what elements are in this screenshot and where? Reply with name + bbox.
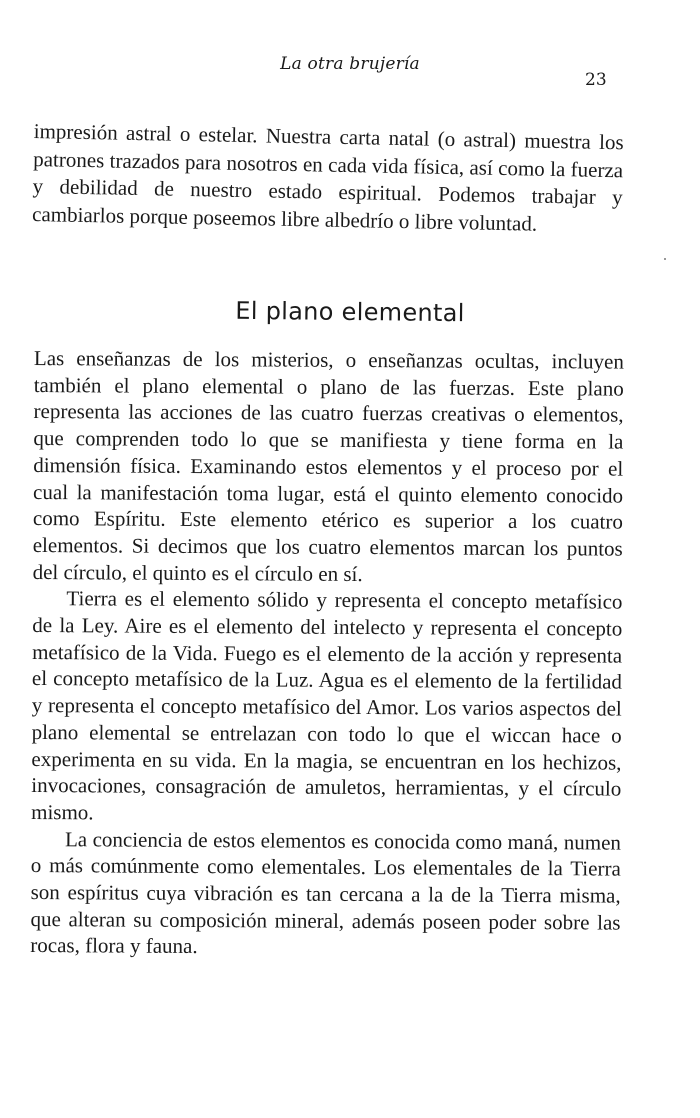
section-heading: El plano elemental [235, 296, 465, 328]
scan-speck [664, 258, 666, 260]
paragraph-1: Las enseñanzas de los misterios, o enseñanzas ocultas, incluyen también el plano elemental o plano de las fuerzas. Este plano representa las acciones de las cuatro fuerzas creativas o elementos, que comprenden todo lo que se manifiesta y tiene forma en la dimensión física. Examinando estos elementos y el proceso por el cual la manifestación toma lugar, está el quinto elemento conocido como Espíritu. Este elemento etérico es superior a los cuatro elementos. Si decimos que los cuatro elementos marcan los puntos del círculo, el quinto es el círculo en sí. [32, 345, 624, 586]
running-head: La otra brujería [280, 54, 420, 74]
section-body [30, 345, 624, 963]
paragraph-2: Tierra es el elemento sólido y representa el concepto metafísico de la Ley. Aire es el elemento del intelecto y representa el concepto metafísico de la Vida. Fuego es el elemento de la acción y representa el concepto metafísico de la Luz. Agua es el elemento de la fertilidad y representa el concepto metafísico del Amor. Los varios aspectos del plano elemental se entrelazan con todo lo que el wiccan hace o experimenta en su vida. En la magia, se encuentran en los hechizos, invocaciones, consagración de amuletos, herramientas, y el círculo mismo. [31, 586, 623, 825]
continued-paragraph: impresión astral o estelar. Nuestra carta natal (o astral) muestra los patrones trazados para nosotros en cada vida física, así como la fuerza y debilidad de nuestro estado espiritual. Podemos trabajar y cambiarlos porque poseemos libre albedrío o libre voluntad. [31, 118, 624, 236]
page-number: 23 [585, 70, 607, 90]
paragraph-3: La conciencia de estos elementos es conocida como maná, numen o más comúnmente como elementales. Los elementales de la Tierra son espíritus cuya vibración es tan cercana a la de la Tierra misma, que alteran su composición mineral, además poseen poder sobre las rocas, flora y fauna. [30, 826, 622, 959]
